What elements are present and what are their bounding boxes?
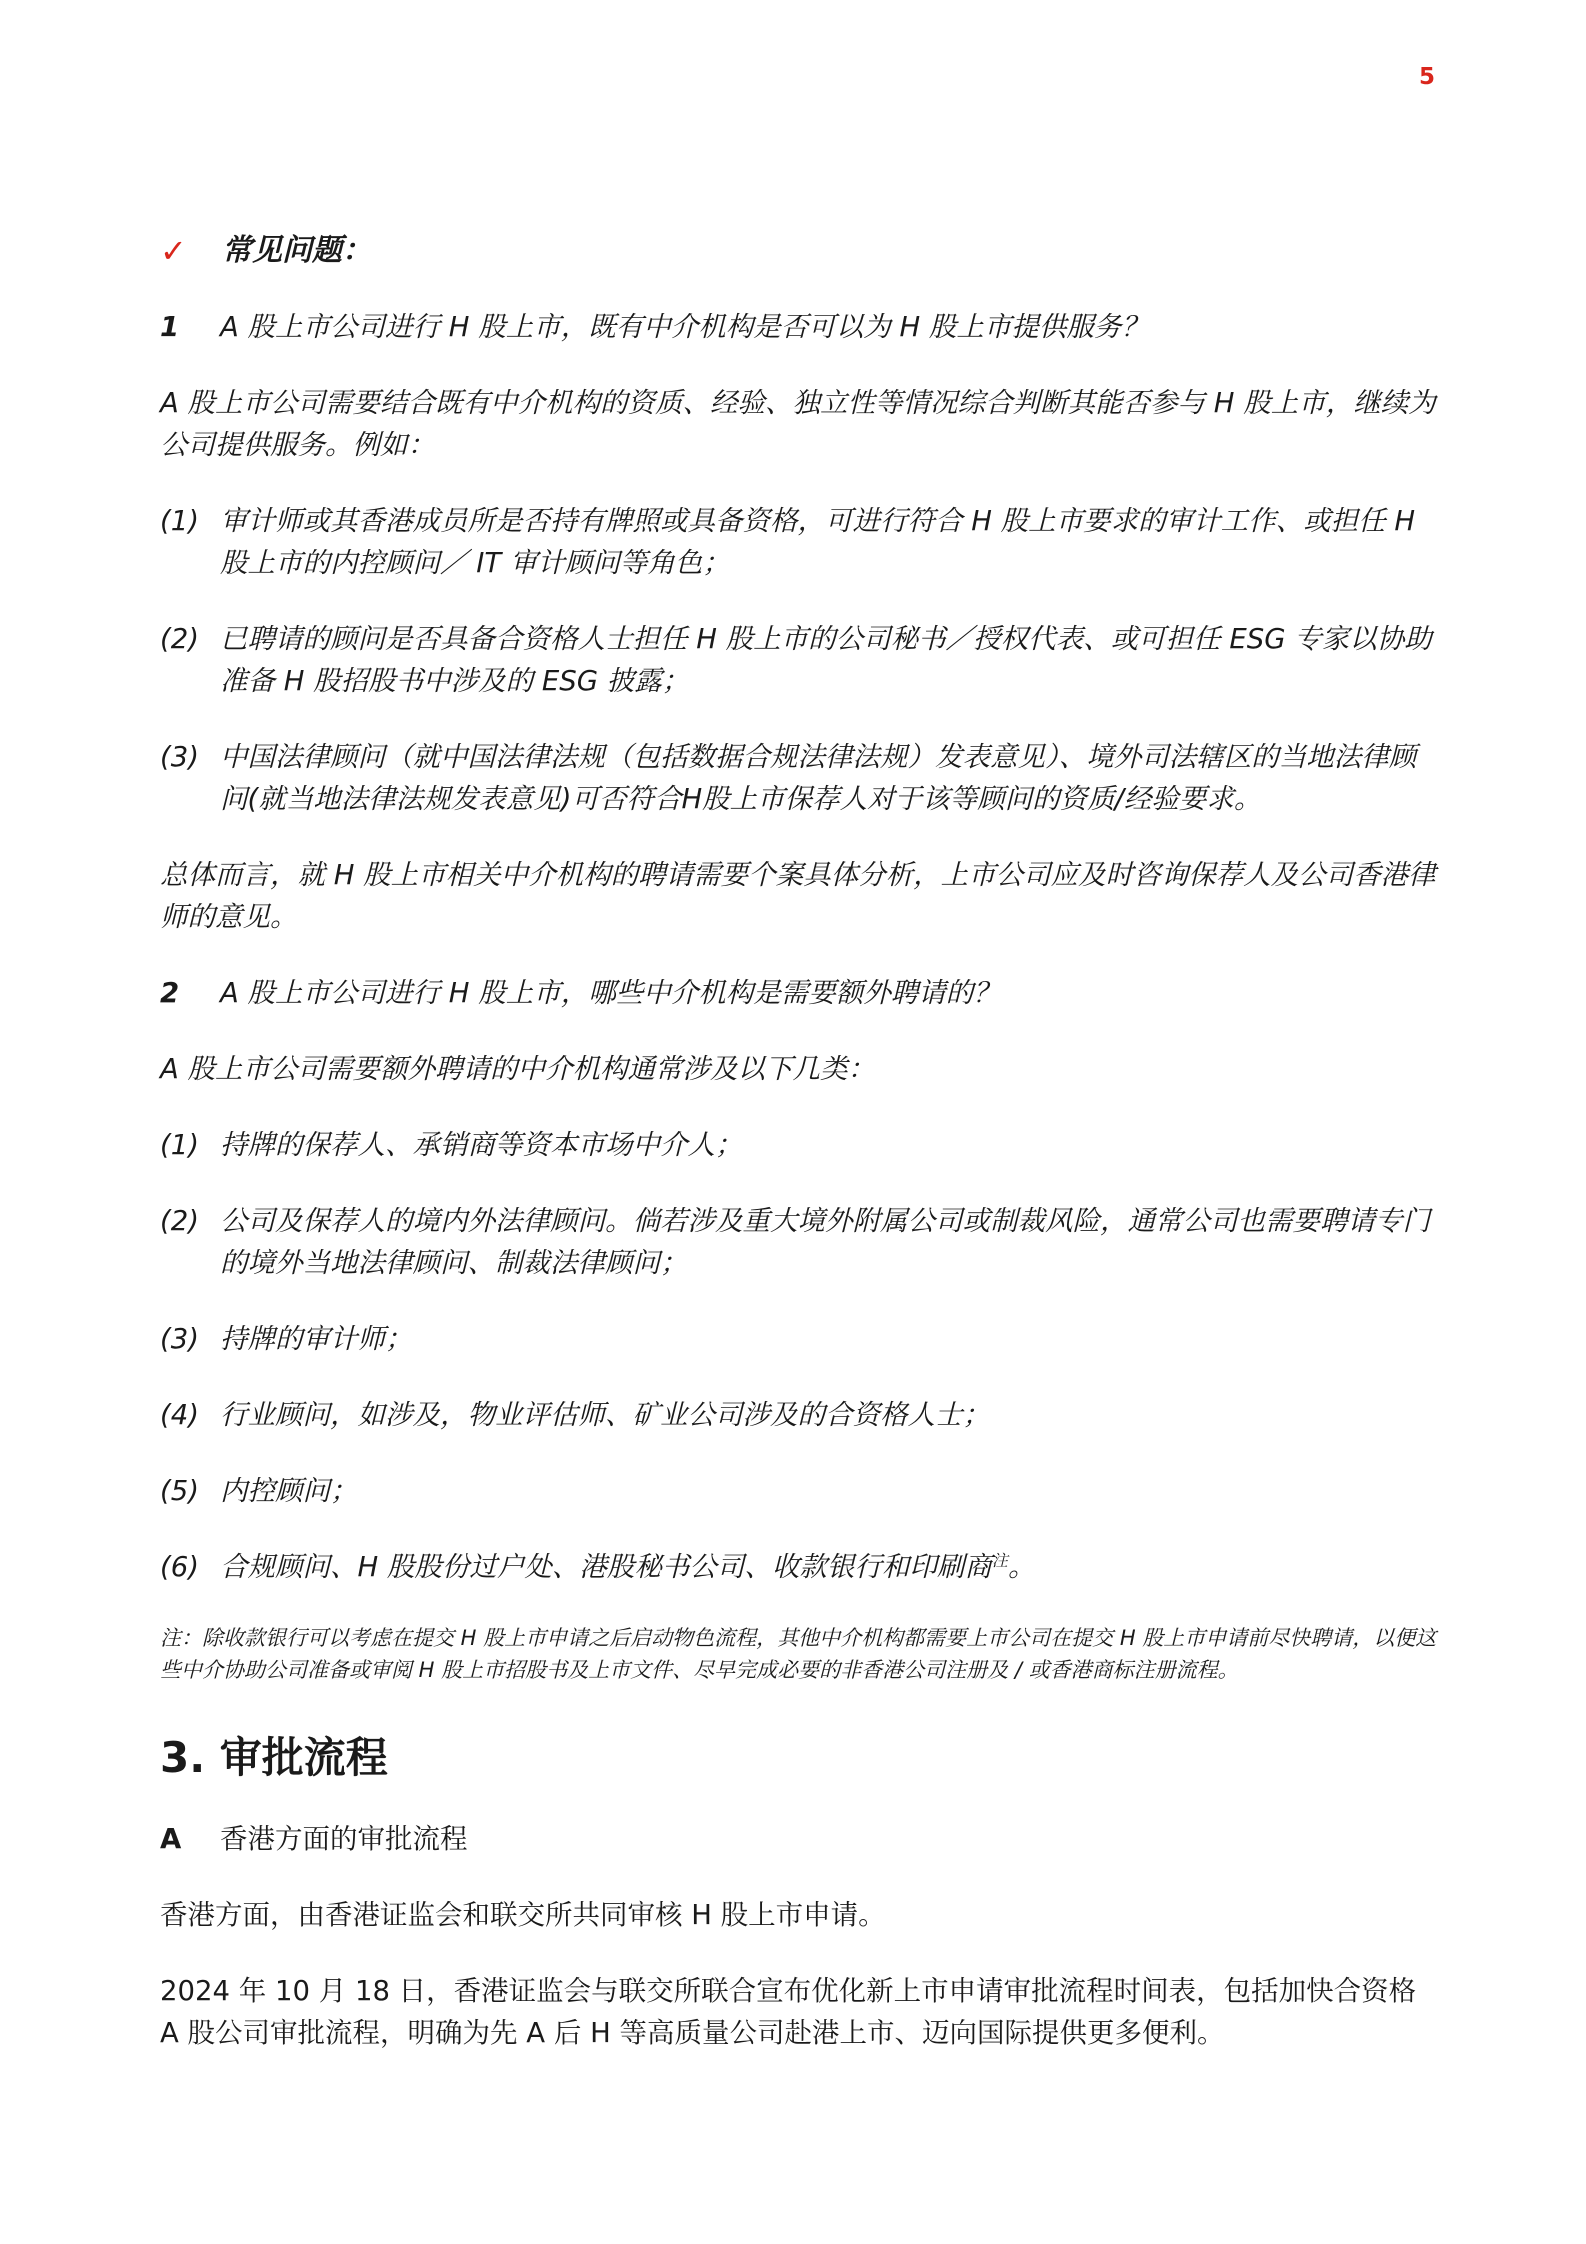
list-item-text: 内控顾问； bbox=[220, 1475, 358, 1507]
list-item-text-main: 合规顾问、H 股股份过户处、港股秘书公司、收款银行和印刷商 bbox=[220, 1551, 992, 1583]
question-2 bbox=[160, 972, 1440, 1014]
answer-intro: A 股上市公司需要结合既有中介机构的资质、经验、独立性等情况综合判断其能否参与 H 股上市，继续为公司提供服务。例如： bbox=[160, 387, 1436, 461]
list-item-number: (3) bbox=[160, 741, 199, 773]
list-item-text: 持牌的保荐人、承销商等资本市场中介人； bbox=[220, 1129, 743, 1161]
list-item-text bbox=[220, 1546, 1440, 1588]
faq-heading bbox=[160, 230, 1440, 272]
checkmark-icon: ✓ bbox=[160, 232, 187, 270]
footnote-marker: 注 bbox=[991, 1550, 1008, 1570]
answer-intro: A 股上市公司需要额外聘请的中介机构通常涉及以下几类： bbox=[160, 1053, 876, 1085]
answer-conclusion: 总体而言，就 H 股上市相关中介机构的聘请需要个案具体分析，上市公司应及时咨询保荐人及公司香港律师的意见。 bbox=[160, 859, 1436, 933]
page-number: 5 bbox=[1418, 64, 1435, 90]
list-item-number: (4) bbox=[160, 1399, 199, 1431]
faq-heading-text: 常见问题： bbox=[222, 233, 372, 268]
section-title: 3. 审批流程 bbox=[160, 1733, 388, 1782]
question-text: A 股上市公司进行 H 股上市，哪些中介机构是需要额外聘请的？ bbox=[220, 977, 1001, 1009]
sub-heading-text: 香港方面的审批流程 bbox=[220, 1823, 468, 1855]
list-item bbox=[160, 1394, 1440, 1436]
list-item-text: 已聘请的顾问是否具备合资格人士担任 H 股上市的公司秘书／授权代表、或可担任 ESG 专家以协助准备 H 股招股书中涉及的 ESG 披露； bbox=[220, 623, 1432, 697]
list-item bbox=[160, 1470, 1440, 1512]
sub-heading-a bbox=[160, 1818, 1440, 1860]
list-item-text: 中国法律顾问（就中国法律法规（包括数据合规法律法规）发表意见）、境外司法辖区的当地法律顾问(就当地法律法规发表意见)可否符合H股上市保荐人对于该等顾问的资质/经验要求。 bbox=[220, 741, 1417, 815]
list-item-text: 审计师或其香港成员所是否持有牌照或具备资格，可进行符合 H 股上市要求的审计工作、或担任 H 股上市的内控顾问／ IT 审计顾问等角色； bbox=[220, 505, 1416, 579]
list-item-number: (2) bbox=[160, 1205, 199, 1237]
question-number: 2 bbox=[160, 977, 180, 1009]
list-item-number: (1) bbox=[160, 505, 199, 537]
list-item-number: (1) bbox=[160, 1129, 199, 1161]
sub-heading-letter: A bbox=[160, 1823, 182, 1855]
list-item-text: 持牌的审计师； bbox=[220, 1323, 413, 1355]
question-1 bbox=[160, 306, 1440, 348]
list-item bbox=[160, 1318, 1440, 1360]
list-item-number: (5) bbox=[160, 1475, 199, 1507]
list-item-number: (2) bbox=[160, 623, 199, 655]
question-text: A 股上市公司进行 H 股上市，既有中介机构是否可以为 H 股上市提供服务？ bbox=[220, 311, 1149, 343]
list-item bbox=[160, 1200, 1440, 1284]
list-item-text-tail: 。 bbox=[1007, 1551, 1036, 1583]
document-body bbox=[160, 230, 1440, 2088]
list-item bbox=[160, 1546, 1440, 1588]
footnote: 注：除收款银行可以考虑在提交 H 股上市申请之后启动物色流程，其他中介机构都需要上市公司在提交 H 股上市申请前尽快聘请，以便这些中介协助公司准备或审阅 H 股上市招股书及上市文件、尽早完成必要的非香港公司注册及 / 或香港商标注册流程。 bbox=[160, 1626, 1437, 1682]
paragraph: 2024 年 10 月 18 日，香港证监会与联交所联合宣布优化新上市申请审批流程时间表，包括加快合资格 A 股公司审批流程，明确为先 A 后 H 等高质量公司赴港上市、迈向国际提供更多便利。 bbox=[160, 1975, 1417, 2049]
list-item bbox=[160, 500, 1440, 584]
list-item bbox=[160, 736, 1440, 820]
list-item-number: (3) bbox=[160, 1323, 199, 1355]
list-item bbox=[160, 618, 1440, 702]
paragraph: 香港方面，由香港证监会和联交所共同审核 H 股上市申请。 bbox=[160, 1899, 886, 1931]
question-number: 1 bbox=[160, 311, 180, 343]
list-item-number: (6) bbox=[160, 1551, 199, 1583]
list-item bbox=[160, 1124, 1440, 1166]
list-item-text: 行业顾问，如涉及，物业评估师、矿业公司涉及的合资格人士； bbox=[220, 1399, 990, 1431]
list-item-text: 公司及保荐人的境内外法律顾问。倘若涉及重大境外附属公司或制裁风险，通常公司也需要聘请专门的境外当地法律顾问、制裁法律顾问； bbox=[220, 1205, 1430, 1279]
